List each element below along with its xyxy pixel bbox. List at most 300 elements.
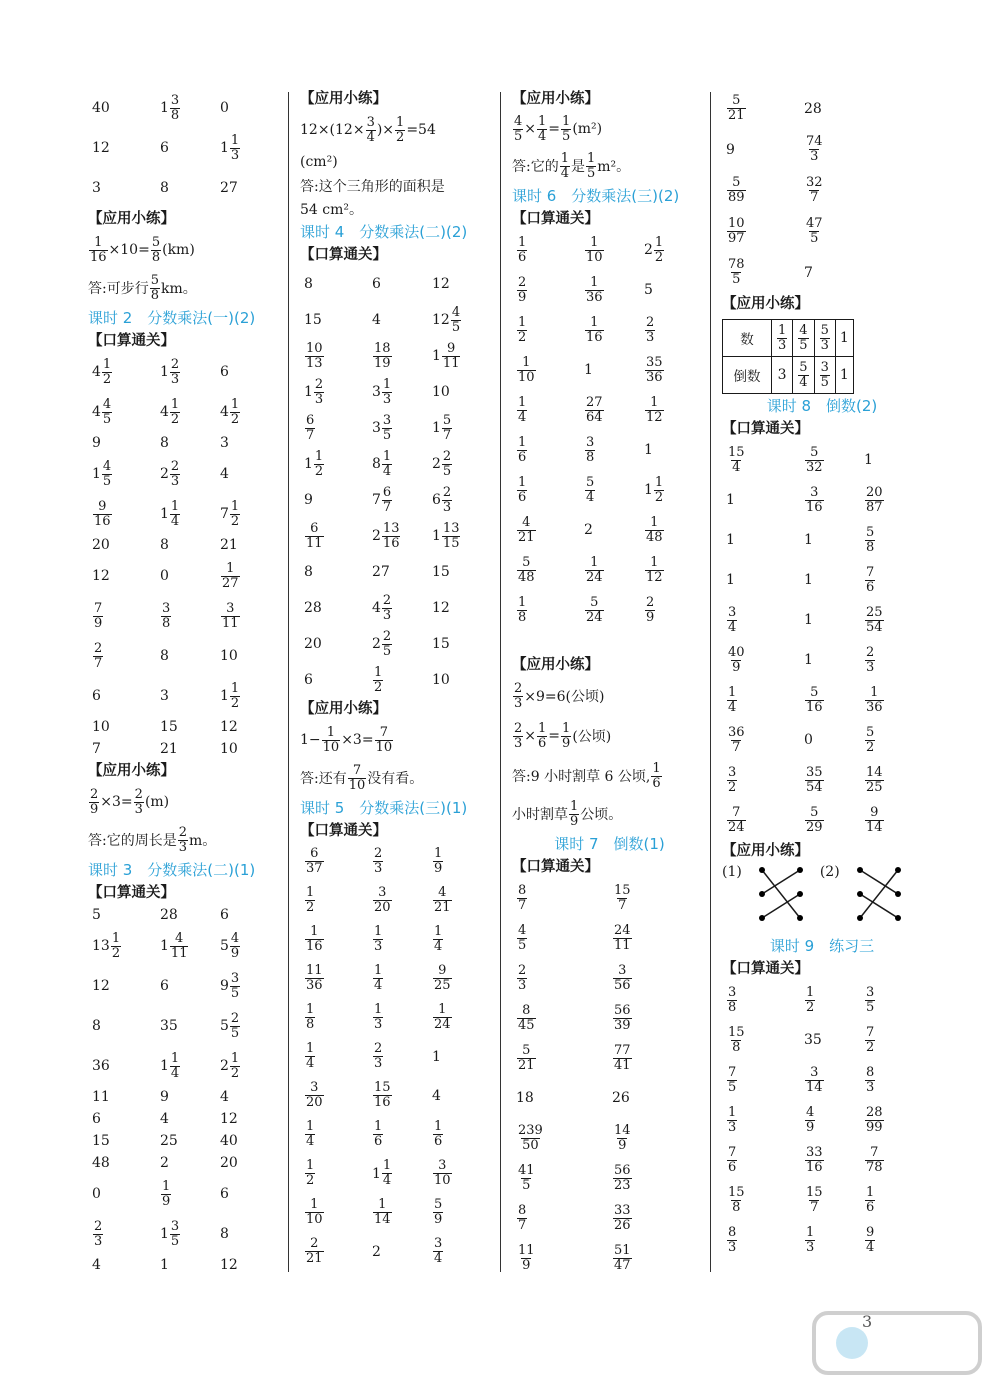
fraction: 1 10 [306,1197,323,1227]
answer-cell: 1 [804,532,813,548]
fraction: 1 6 [374,1119,383,1149]
fraction: 2 3 [518,962,527,993]
fraction: 3 8 [162,600,171,631]
answer-cell [726,680,738,720]
table-row [723,357,854,394]
answer-cell [644,510,665,550]
fraction: $\frac{4}{5}$ [799,322,808,353]
answer-row [88,716,278,738]
answer-cell: 2 2 5 [372,628,392,659]
answer-grid [722,88,922,293]
answer-cell: 7 6 7 [372,484,392,515]
answer-cell [864,600,885,640]
answer-row [722,1140,922,1180]
answer-row [88,1254,278,1276]
answer-grid [88,88,278,208]
solution-line: 答:它的周长是 $\frac{2}{3}$ m。 [88,824,217,855]
fraction: 3 4 [434,1236,443,1266]
fraction: 5 7 [442,412,452,443]
fraction: 4 5 [102,458,112,489]
answer-cell: 8 1 4 [372,448,392,479]
answer-row [512,510,707,550]
fraction: 1 4 [170,1050,180,1081]
answer-cell: 0 [804,732,813,748]
answer-cell [516,270,528,310]
fraction: 2 3 [646,314,655,345]
answer-cell [864,1180,876,1220]
solution-line: 小时割草 $\frac{1}{9}$ 公顷。 [512,798,623,829]
answer-row [722,560,922,600]
answer-cell [372,1037,384,1076]
answer-cell: 15 [304,312,322,328]
answer-column-1 [88,88,278,1276]
answer-row [88,926,278,966]
answer-cell [432,1115,444,1154]
answer-cell: 4 [372,312,381,328]
answer-cell: 6 2 3 [432,484,452,515]
answer-cell [304,881,316,920]
answer-cell: 12 [432,600,450,616]
fraction: 1 6 [866,1184,875,1215]
fraction: 14 9 [614,1122,631,1153]
answer-row [722,1100,922,1140]
answer-cell: 4 [432,1087,441,1104]
answer-row [300,662,495,698]
table-cell [814,357,835,394]
answer-cell [432,1193,444,1232]
table-header-cell: 倒数 [723,357,772,394]
fraction: 5 9 [434,1197,443,1227]
answer-cell [516,958,528,998]
answer-cell: 1 1 2 [304,448,324,479]
fraction: 25 54 [866,604,883,635]
answer-cell [516,430,528,470]
answer-cell [612,918,633,958]
answer-cell [160,596,172,636]
answer-row [300,518,495,554]
answer-grid [512,878,707,1278]
fraction: 2 9 [518,274,527,305]
answer-cell: 2 [160,1155,169,1171]
fraction: $\frac{4}{5}$ [514,113,523,144]
answer-cell: 1 1 2 [644,474,664,505]
answer-cell [516,390,528,430]
section-heading: 【口算通关】 [722,421,809,437]
answer-cell: 6 [160,978,169,994]
fraction: 51 47 [614,1242,631,1273]
fraction: 4 5 [102,396,112,427]
solution-line: (cm²) [300,154,338,170]
answer-cell: 4 2 3 [372,592,392,623]
answer-cell [516,878,528,918]
answer-cell: 11 [92,1089,110,1105]
answer-cell: 25 [160,1133,178,1149]
answer-cell: 35 [804,1032,822,1048]
fraction: 24 11 [614,922,631,953]
answer-row [512,430,707,470]
answer-grid [722,440,922,840]
answer-cell [372,920,384,959]
answer-cell: 12 [92,568,110,584]
fraction: 3 14 [806,1064,823,1095]
fraction: 7 9 [94,600,103,631]
answer-cell [612,1198,633,1238]
fraction: 3 11 [222,600,239,631]
answer-cell [516,590,528,630]
answer-cell [516,230,528,270]
fraction: 15 16 [374,1080,391,1110]
answer-cell [516,1158,537,1198]
fraction: 2 5 [230,1010,240,1041]
answer-cell: 28 [160,907,178,923]
answer-row [722,760,922,800]
answer-row [300,1154,495,1193]
answer-cell [304,1154,316,1193]
answer-row [512,390,707,430]
answer-cell: 28 [304,600,322,616]
fraction: 1 8 [518,594,527,625]
answer-cell [432,881,453,920]
answer-cell [92,636,104,676]
fraction: 10 97 [728,216,745,246]
solution-line: $\frac{4}{5}$ × $\frac{1}{4}$ = $\frac{1}{5}$ (m²) [514,113,603,144]
answer-row [88,1130,278,1152]
fraction: 2 3 [170,458,180,489]
fraction: 1 9 [162,1178,171,1209]
fraction: 15 7 [614,882,631,913]
fraction: 15 7 [806,1184,823,1215]
fraction: 77 41 [614,1042,631,1073]
answer-cell: 1 1 4 [372,1158,392,1188]
answer-cell: 5 [644,282,653,298]
fraction: 9 16 [94,498,111,529]
fraction: 1 4 [306,1119,315,1149]
fraction: $\frac{5}{4}$ [799,359,808,390]
table-cell: 3 [772,357,793,394]
answer-cell [304,1076,325,1115]
answer-cell: 15 [92,1133,110,1149]
answer-cell: 1 4 5 [92,458,112,489]
fraction: 3 20 [306,1080,323,1110]
fraction: 2 5 [382,628,392,659]
solution-line: $\frac{2}{3}$ ×9=6(公顷) [514,680,605,711]
answer-column-2 [300,88,495,1271]
fraction: 8 3 [866,1064,875,1095]
fraction: 1 3 [728,1104,737,1135]
section-heading: 【应用小练】 [722,296,809,312]
answer-cell: 3 [220,435,229,451]
answer-cell [644,350,665,390]
fraction: 35 54 [806,764,823,795]
answer-cell: 1 [432,1048,441,1065]
answer-cell [864,1220,876,1260]
answer-grid [722,980,922,1260]
answer-cell: 1 [726,492,735,508]
answer-cell: 7 1 2 [220,498,240,529]
answer-cell: 1 [804,612,813,628]
answer-row [512,1118,707,1158]
fraction: 1 10 [586,234,603,265]
fraction: 1 2 [654,474,664,505]
answer-cell [612,1158,633,1198]
fraction: 9 14 [866,804,883,835]
fraction: 1 6 [518,434,527,465]
solution-line: 答:可步行 $\frac{5}{8}$ km。 [88,272,197,303]
fraction: 3 10 [434,1158,451,1188]
fraction: $\frac{1}{9}$ [570,798,579,829]
answer-row [88,738,278,760]
answer-cell [612,878,633,918]
lesson-title: 课时 3 分数乘法(二)(1) [88,861,256,879]
answer-row [722,440,922,480]
answer-cell: 4 1 2 [220,396,240,427]
answer-cell: 48 [92,1155,110,1171]
fraction: 4 5 [518,922,527,953]
answer-cell: 2 2 5 [432,448,452,479]
answer-row [88,1086,278,1108]
fraction: 6 11 [306,520,323,551]
answer-cell: 1 [726,572,735,588]
answer-cell [612,958,633,998]
fraction: $\frac{1}{5}$ [587,150,596,181]
answer-cell [220,596,241,636]
answer-cell [804,800,825,840]
answer-cell [304,920,325,959]
answer-cell [304,410,316,446]
answer-cell: 8 [160,180,169,196]
fraction: 1 2 [654,234,664,265]
answer-cell: 0 [220,100,229,116]
answer-column-3 [512,88,707,1278]
answer-row [88,636,278,676]
table-cell: 1 [835,357,853,394]
fraction: $\frac{3}{4}$ [366,114,375,145]
answer-cell: 1 [864,452,873,468]
fraction: 1 10 [518,354,535,385]
answer-cell [726,88,747,129]
answer-cell [372,1115,384,1154]
answer-cell [432,959,453,998]
answer-cell [516,470,528,510]
fraction: 1 14 [374,1197,391,1227]
answer-cell: 12 [92,978,110,994]
answer-cell: 18 [516,1090,534,1106]
answer-cell: 12 [220,1257,238,1273]
answer-cell: 5 2 5 [220,1010,240,1041]
answer-cell: 10 [92,719,110,735]
section-heading: 【应用小练】 [300,91,387,107]
section-heading: 【口算通关】 [88,885,175,901]
answer-cell [304,1037,316,1076]
answer-cell: 6 [372,276,381,292]
answer-row [88,596,278,636]
answer-cell [584,470,596,510]
answer-grid [300,266,495,698]
fraction: 7 6 [728,1144,737,1175]
section-heading: 【应用小练】 [300,701,387,717]
fraction: 3 8 [728,984,737,1015]
answer-cell [804,1220,816,1260]
answer-grid [512,230,707,630]
fraction: 2 3 [374,1041,383,1071]
answer-cell: 1 1 4 [160,1050,180,1081]
answer-cell: 1 [584,362,593,378]
answer-row [300,302,495,338]
fraction: 4 9 [230,930,240,961]
answer-row [88,1046,278,1086]
fraction: 1 24 [586,554,603,585]
answer-row [512,310,707,350]
section-heading: 【口算通关】 [512,859,599,875]
answer-cell: 12 4 5 [432,304,461,335]
answer-cell [92,596,104,636]
answer-cell [864,1100,885,1140]
answer-row [722,1180,922,1220]
fraction: 5 2 [866,724,875,755]
fraction: 5 24 [586,594,603,625]
answer-cell: 21 [220,537,238,553]
answer-cell [432,920,444,959]
answer-cell: 40 [92,100,110,116]
section-heading: 【口算通关】 [300,823,387,839]
fraction: $\frac{3}{5}$ [820,359,829,390]
fraction: 74 3 [806,134,823,164]
answer-cell [726,720,747,760]
column-divider-3 [710,92,711,1272]
answer-cell: 3 [160,688,169,704]
answer-cell: 3 3 5 [372,412,392,443]
fraction: 10 13 [306,340,323,371]
section-heading: 【应用小练】 [722,843,809,859]
answer-grid [88,352,278,760]
answer-cell: 2 1 2 [220,1050,240,1081]
solution-line: 1− $\frac{1}{10}$ ×3= $\frac{7}{10}$ [300,724,393,755]
answer-cell [864,760,885,800]
fraction: 1 8 [306,1002,315,1032]
answer-cell [220,556,241,596]
fraction: 11 36 [306,963,323,993]
fraction: 5 8 [866,524,875,555]
fraction: 18 19 [374,340,391,371]
page-number: 3 [862,1312,873,1331]
answer-cell [516,1038,537,1078]
answer-cell: 5 [92,907,101,923]
fraction: 5 21 [518,1042,535,1073]
answer-cell [92,1214,104,1254]
fraction: 3 5 [866,984,875,1015]
fraction: 1 6 [434,1119,443,1149]
fraction: 36 7 [728,724,745,755]
answer-cell: 1 9 11 [432,340,460,371]
answer-row [88,676,278,716]
answer-cell: 1 4 11 [160,930,188,961]
answer-row [300,1037,495,1076]
solution-line: 12×(12× $\frac{3}{4}$ )× $\frac{1}{2}$ =54 [300,114,436,145]
answer-row [88,454,278,494]
answer-cell: 15 [432,564,450,580]
answer-cell [726,1140,738,1180]
fraction: 5 16 [806,684,823,715]
answer-cell: 6 [220,364,229,380]
answer-cell: 1 5 7 [432,412,452,443]
answer-cell [516,1238,537,1278]
answer-row [722,980,922,1020]
answer-row [88,1108,278,1130]
answer-cell [804,129,825,170]
answer-cell [864,980,876,1020]
answer-cell: 10 [220,648,238,664]
table-cell [793,320,814,357]
answer-cell [612,1118,633,1158]
lesson-title: 课时 7 倒数(1) [554,835,665,853]
fraction: 4 11 [170,930,188,961]
answer-row [88,1006,278,1046]
answer-row [512,550,707,590]
fraction: $\frac{2}{3}$ [514,680,523,711]
fraction: $\frac{1}{4}$ [560,150,569,181]
answer-cell [372,842,384,881]
fraction: 1 2 [230,680,240,711]
fraction: 7 5 [728,1064,737,1095]
answer-row [88,392,278,432]
answer-cell [584,430,596,470]
answer-cell [804,211,825,252]
answer-cell: 1 [804,652,813,668]
answer-cell: 1 13 15 [432,520,460,551]
answer-row [512,270,707,310]
lesson-title: 课时 8 倒数(2) [766,397,878,415]
solution-line: 答:它的 $\frac{1}{4}$ 是 $\frac{1}{5}$ m²。 [512,150,631,181]
fraction: 56 39 [614,1002,631,1033]
answer-row [722,800,922,840]
answer-grid [300,842,495,1271]
answer-cell [864,480,885,520]
fraction: 1 6 [518,474,527,505]
answer-cell: 0 [92,1186,101,1202]
answer-row [300,482,495,518]
answer-cell: 26 [612,1090,630,1106]
answer-cell [726,640,747,680]
answer-column-4 [722,88,922,1260]
answer-cell [612,998,633,1038]
answer-cell [804,440,825,480]
answer-cell: 15 [160,719,178,735]
answer-cell [726,800,747,840]
fraction: 5 48 [518,554,535,585]
fraction: 1 36 [586,274,603,305]
fraction: 1 4 [382,448,392,479]
answer-row [300,266,495,302]
answer-cell: 35 [160,1018,178,1034]
answer-cell [864,800,885,840]
column-divider-1 [288,92,289,1272]
answer-cell [516,1198,528,1238]
diagram-label: (1) [722,864,742,880]
fraction: 1 6 [518,234,527,265]
answer-row [300,1232,495,1271]
fraction: 2 3 [374,846,383,876]
diagram-label: (2) [819,864,840,880]
column-divider-2 [500,92,501,1272]
fraction: $\frac{2}{3}$ [134,786,143,817]
answer-cell [304,998,316,1037]
fraction: $\frac{1}{4}$ [538,113,547,144]
solution-line: $\frac{1}{16}$ ×10= $\frac{5}{8}$ (km) [90,234,195,265]
answer-row [512,1038,707,1078]
answer-cell: 3 1 3 [372,376,392,407]
fraction: $\frac{2}{3}$ [178,824,187,855]
fraction: $\frac{1}{9}$ [562,720,571,751]
